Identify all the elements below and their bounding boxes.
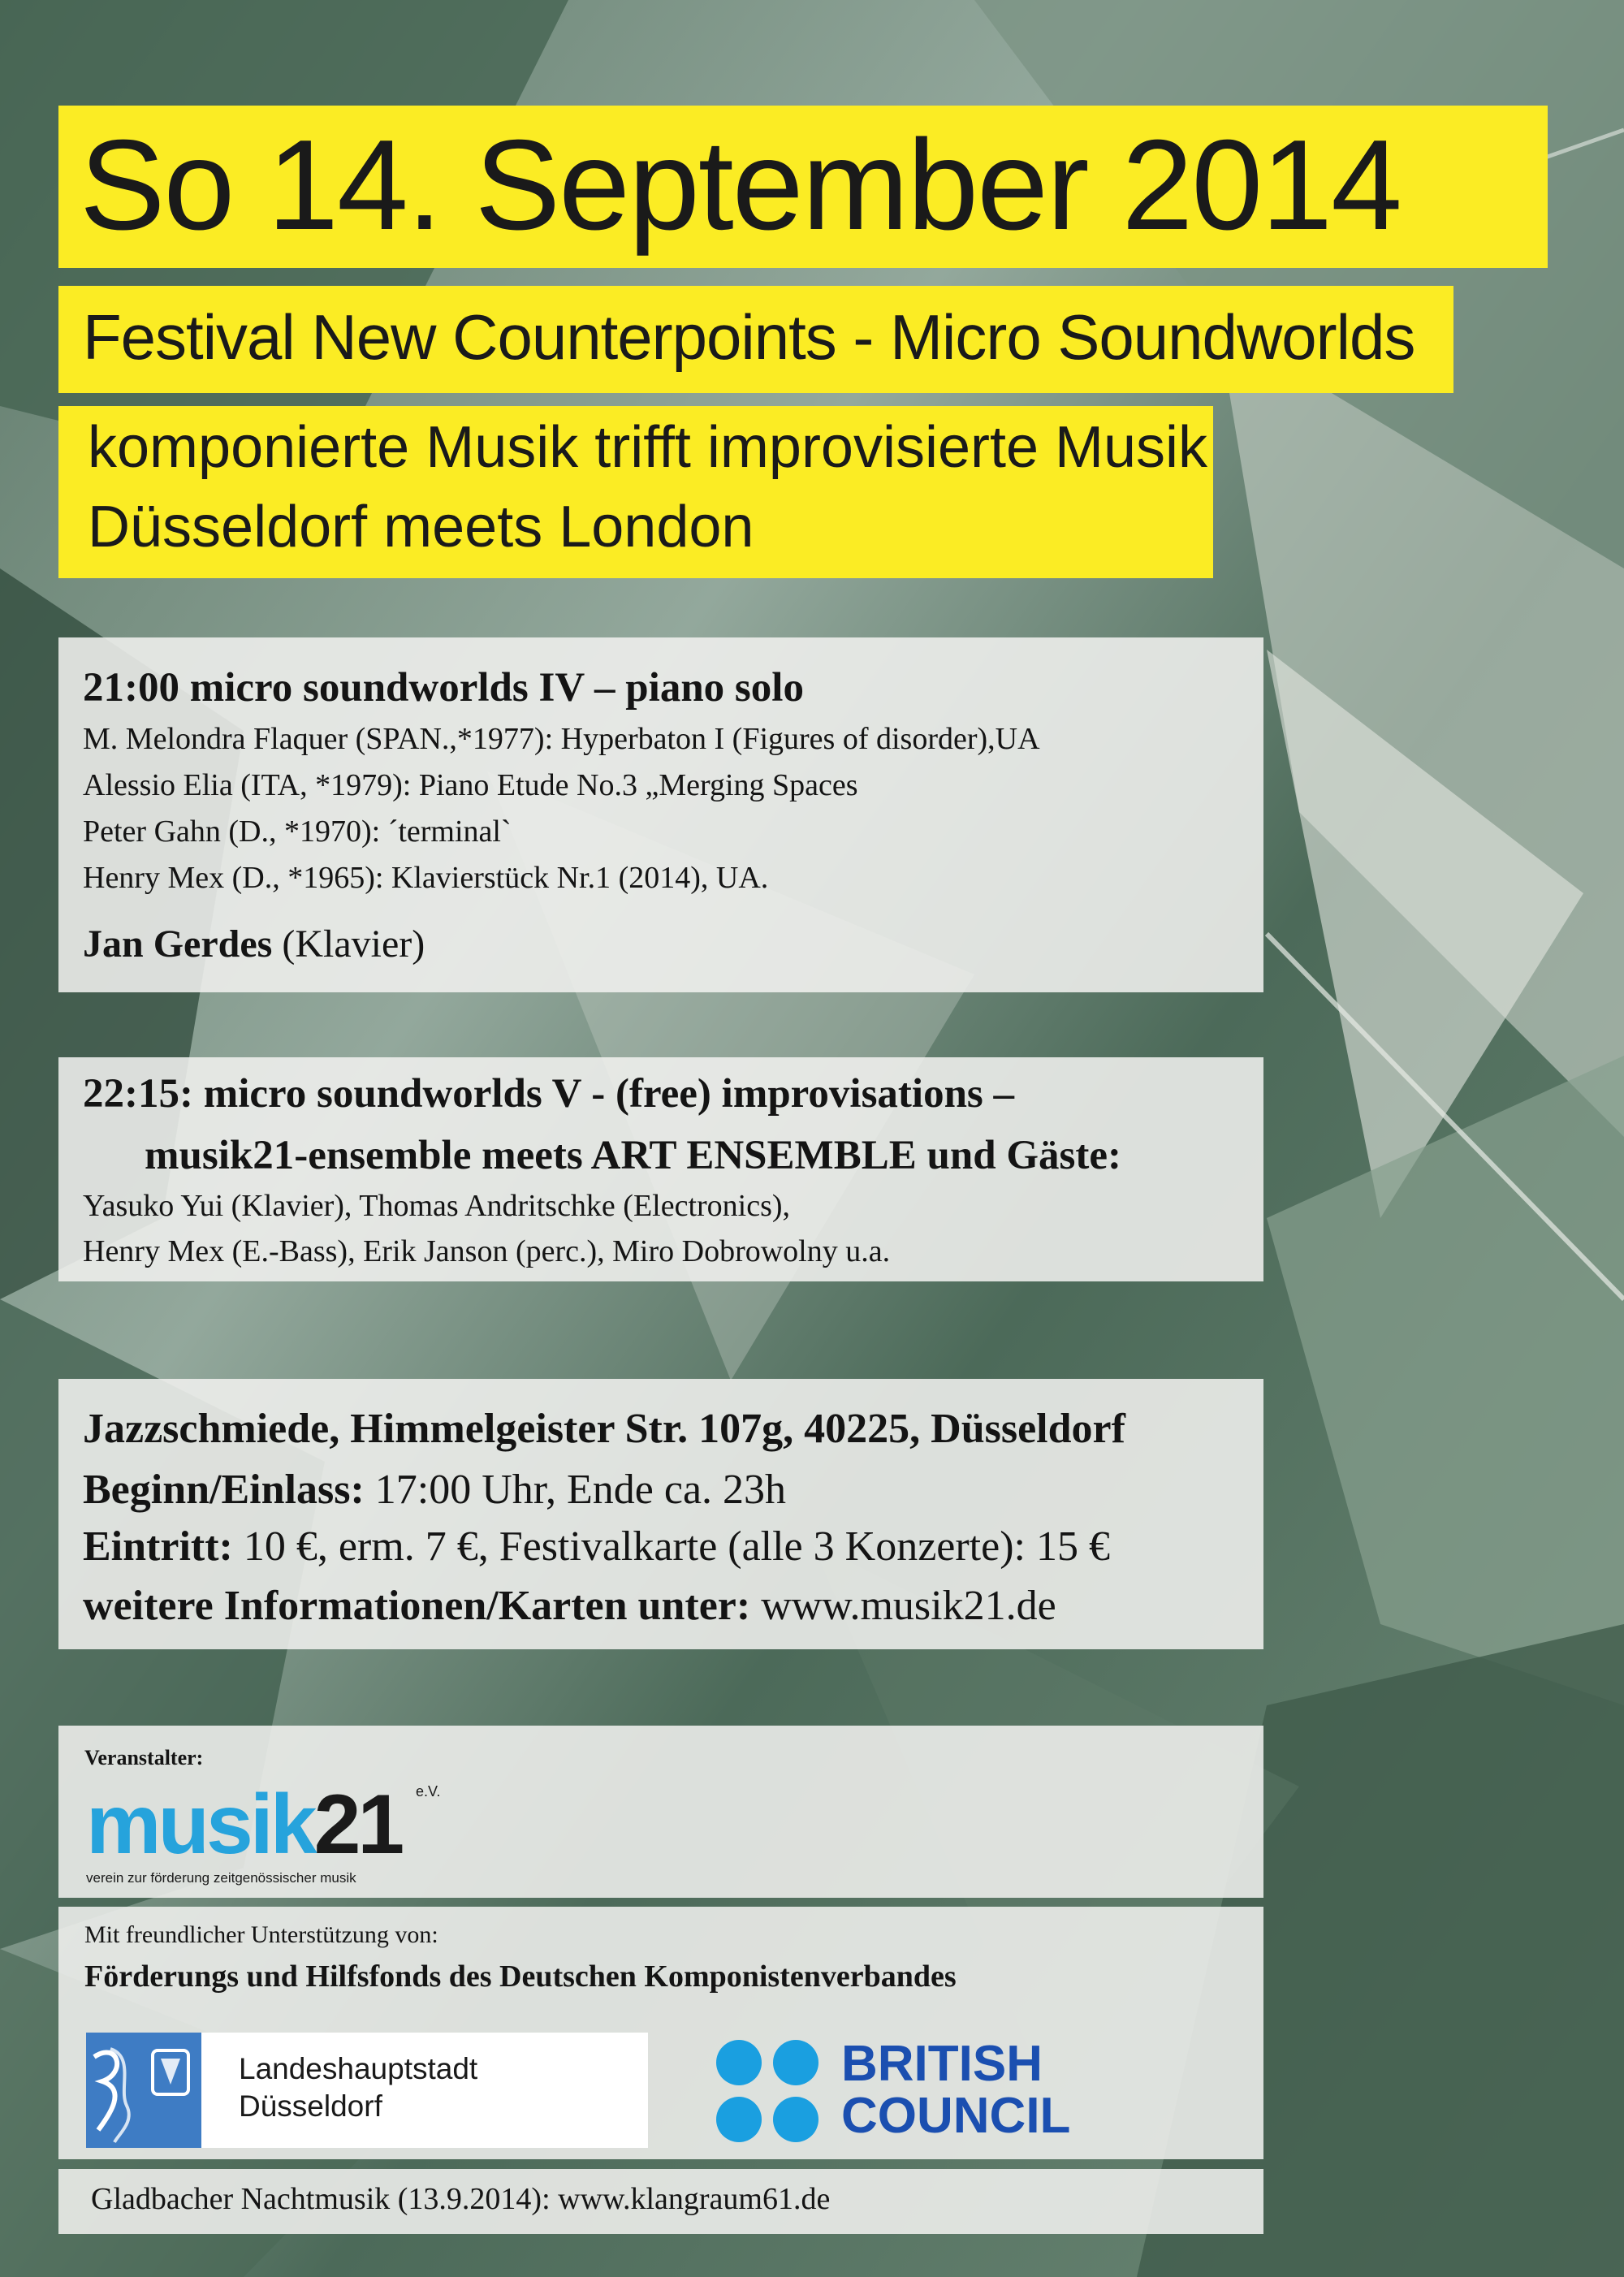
subtitle-line-2: Düsseldorf meets London (88, 495, 754, 560)
price-value: 10 €, erm. 7 €, Festivalkarte (alle 3 Konzerte): 15 € (243, 1523, 1110, 1570)
support-fund: Förderungs und Hilfsfonds des Deutschen Komponistenverbandes (84, 1959, 957, 1994)
time-label: Beginn/Einlass: (83, 1467, 365, 1513)
event-date: So 14. September 2014 (80, 114, 1401, 257)
concert-2-heading: 22:15: micro soundworlds V - (free) improvisations – (83, 1071, 1015, 1117)
logo-suffix: e.V. (416, 1783, 441, 1800)
bc-line-1: BRITISH (841, 2036, 1043, 2092)
logo-word: musik (86, 1778, 314, 1872)
bc-line-2: COUNCIL (841, 2088, 1071, 2144)
concert-1-performer (83, 922, 425, 966)
concert-1-work: Henry Mex (D., *1965): Klavierstück Nr.1 (2014), UA. (83, 861, 769, 895)
footer-text: Gladbacher Nachtmusik (13.9.2014): www.klangraum61.de (91, 2182, 831, 2216)
concert-1-work: Peter Gahn (D., *1970): ´terminal` (83, 814, 512, 849)
duesseldorf-logo (86, 2033, 648, 2148)
subtitle-line-1: komponierte Musik trifft improvisierte Musik (88, 415, 1208, 480)
support-label: Mit freundlicher Unterstützung von: (84, 1921, 438, 1948)
concert-2-performers-line: Yasuko Yui (Klavier), Thomas Andritschke (Electronics), (83, 1189, 791, 1223)
time-value: 17:00 Uhr, Ende ca. 23h (374, 1467, 787, 1513)
festival-title: Festival New Counterpoints - Micro Soundworlds (83, 301, 1415, 373)
performer-role: (Klavier) (282, 922, 425, 966)
logo-tagline: verein zur förderung zeitgenössischer musik (86, 1870, 356, 1886)
city-name-line-2: Düsseldorf (239, 2089, 382, 2123)
info-label: weitere Informationen/Karten unter: (83, 1583, 751, 1629)
price-label: Eintritt: (83, 1523, 233, 1570)
city-name-line-1: Landeshauptstadt (239, 2052, 478, 2085)
info-url[interactable]: www.musik21.de (761, 1583, 1056, 1629)
city-emblem-icon (86, 2033, 201, 2148)
concert-1-work: Alessio Elia (ITA, *1979): Piano Etude No.3 „Merging Spaces (83, 768, 858, 802)
british-council-logo (715, 2037, 1112, 2150)
performer-name: Jan Gerdes (83, 922, 273, 966)
logo-number: 21 (313, 1778, 402, 1872)
musik21-logo (86, 1778, 402, 1886)
concert-2-performers-line: Henry Mex (E.-Bass), Erik Janson (perc.), Miro Dobrowolny u.a. (83, 1234, 891, 1268)
concert-1-heading: 21:00 micro soundworlds IV – piano solo (83, 665, 804, 711)
organizer-label: Veranstalter: (84, 1746, 204, 1769)
venue-info (83, 1582, 1056, 1630)
british-council-dots-icon (715, 2037, 828, 2150)
venue-time (83, 1466, 786, 1514)
concert-2-subheading: musik21-ensemble meets ART ENSEMBLE und Gäste: (145, 1133, 1121, 1178)
venue-address: Jazzschmiede, Himmelgeister Str. 107g, 40225, Düsseldorf (83, 1406, 1125, 1452)
venue-price (83, 1523, 1110, 1571)
concert-1-work: M. Melondra Flaquer (SPAN.,*1977): Hyperbaton I (Figures of disorder),UA (83, 722, 1040, 756)
